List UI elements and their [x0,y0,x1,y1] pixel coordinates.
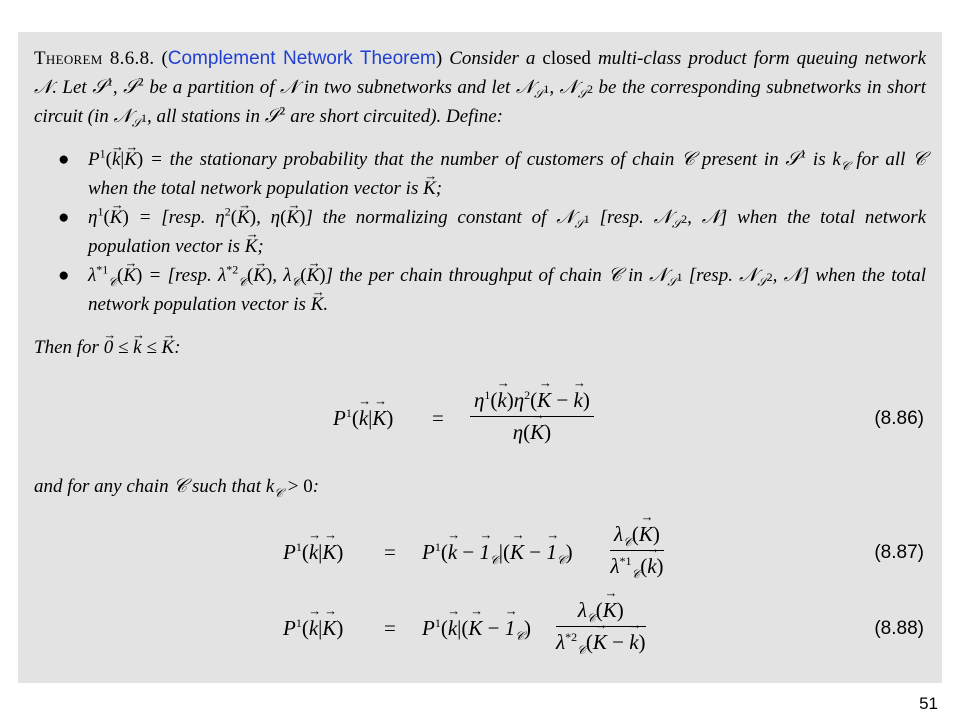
bullet-icon: ● [58,149,70,170]
list-item: ● $\lambda^{*1}_𝒞(\to K)$ = [resp. $\lambda^{*2}_𝒞(\to K)$, $\lambda_𝒞(\to K)$] the per chain throughput of chain 𝒞 in 𝒩$_{𝒮^1}$ [resp. 𝒩$_{𝒮^2}$, 𝒩] when the total network population vector is → K. [34,261,926,319]
equation-8-88: $P^1(\to k|\to K)$ = $P^1(\to k|(\to K$ − → $1_𝒞$) $\lambda_𝒞(\to K)$ $\lambda^{*2}_𝒞(\to K$ − → k) (8.88) [18,596,942,656]
list-item: ● $P^1(\to k|\to K)$ = the stationary probability that the number of customers of chain 𝒞 present in 𝒮$^1$ is $k_𝒞$ for all 𝒞 when the total network population vector is → K; [34,145,926,203]
equation-8-86: $P^1(\to k|\to K)$ = $\frac{\eta^1(\to k)\eta^2(\to K - \to k)}{\eta(\to K)}$ (8.86) [18,384,942,444]
theorem-heading: Theorem 8.6.8. [34,48,155,69]
and-line: and for any chain 𝒞 such that $k_𝒞 > 0$: [34,475,320,500]
equation-number: (8.88) [874,618,924,639]
theorem-content [34,44,926,362]
page-number: 51 [919,694,938,713]
slide-panel [18,32,942,683]
then-line: Then for → 0 ≤ → k ≤ → K: [34,333,926,362]
definition-list [34,145,926,319]
equation-number: (8.86) [874,408,924,429]
bullet-icon: ● [58,265,70,286]
equation-8-87: $P^1(\to k|\to K)$ = $P^1(\to k$ − → $1_𝒞|(\to K$ − → $1_𝒞$) $\lambda_𝒞(\to K)$ $\lambda^{*1}_𝒞(\to k)$ (8.87) [18,520,942,580]
theorem-name: Complement Network Theorem [167,48,436,69]
theorem-statement: Theorem 8.6.8. (Complement Network Theorem) Consider a closed multi-class product form queuing network 𝒩. Let 𝒮$^1$, 𝒮$^2$ be a partition of 𝒩 in two subnetworks and let 𝒩$_{𝒮^1}$, 𝒩$_{𝒮^2}$ be the corresponding subnetworks in short circuit (in 𝒩$_{𝒮^1}$, all stations in 𝒮$^2$ are short circuited). Define: [34,48,927,130]
bullet-icon: ● [58,207,70,228]
equation-number: (8.87) [874,542,924,563]
list-item: ● $\eta^1(\to K)$ = [resp. $\eta^2(\to K)$, η(→ K)] the normalizing constant of 𝒩$_{𝒮^1}$ [resp. 𝒩$_{𝒮^2}$, 𝒩] when the total network population vector is → K; [34,203,926,261]
